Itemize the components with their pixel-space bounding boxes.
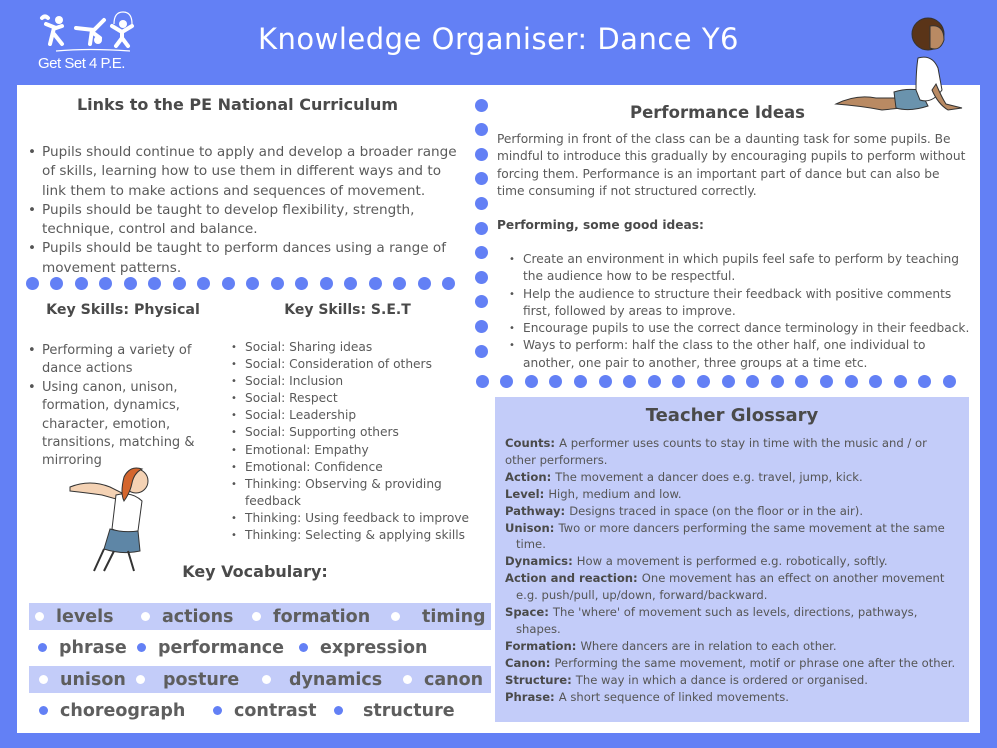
set-skill-item: • Social: Consideration of others bbox=[229, 356, 474, 373]
set-skill-item: • Thinking: Using feedback to improve bbox=[229, 510, 474, 527]
divider-dot bbox=[648, 375, 661, 388]
divider-dot bbox=[795, 375, 808, 388]
vocab-word: contrast bbox=[213, 701, 316, 721]
bullet-dot-icon bbox=[334, 706, 343, 715]
glossary-term: Level: bbox=[505, 486, 549, 501]
vocab-word: levels bbox=[35, 607, 114, 627]
divider-dot bbox=[475, 99, 488, 112]
glossary-entry bbox=[505, 672, 960, 689]
glossary-definition: High, medium and low. bbox=[548, 486, 682, 501]
divider-dot bbox=[475, 295, 488, 308]
physical-skills-heading: Key Skills: Physical bbox=[46, 302, 200, 318]
glossary-definition: How a movement is performed e.g. robotically, softly. bbox=[576, 554, 888, 569]
vocab-word: performance bbox=[137, 638, 284, 658]
glossary-term: Canon: bbox=[505, 655, 555, 670]
set-skill-item: • Social: Sharing ideas bbox=[229, 339, 474, 356]
divider-dot bbox=[344, 277, 357, 290]
glossary-entry bbox=[505, 638, 960, 655]
divider-dot bbox=[574, 375, 587, 388]
glossary-term: Action and reaction: bbox=[505, 571, 642, 586]
bullet-dot-icon bbox=[137, 643, 146, 652]
bullet-dot-icon bbox=[136, 675, 145, 684]
bullet-dot-icon bbox=[403, 675, 412, 684]
glossary-term: Formation: bbox=[505, 638, 581, 653]
glossary-entry bbox=[505, 486, 960, 503]
glossary-list bbox=[505, 435, 960, 706]
glossary-term: Unison: bbox=[505, 520, 559, 535]
divider-dot bbox=[271, 277, 284, 290]
vocab-word: phrase bbox=[38, 638, 127, 658]
bullet-dot-icon bbox=[39, 675, 48, 684]
glossary-entry bbox=[505, 689, 960, 706]
set-skill-item: • Thinking: Observing & providing feedback bbox=[229, 476, 474, 510]
divider-dot bbox=[475, 246, 488, 259]
divider-dot bbox=[475, 197, 488, 210]
divider-dot bbox=[623, 375, 636, 388]
glossary-definition: Where dancers are in relation to each other. bbox=[580, 638, 837, 653]
glossary-term: Action: bbox=[505, 469, 556, 484]
teacher-glossary bbox=[495, 397, 969, 722]
glossary-heading: Teacher Glossary bbox=[645, 405, 819, 426]
set-skill-item: • Social: Inclusion bbox=[229, 373, 474, 390]
curriculum-heading: Links to the PE National Curriculum bbox=[76, 95, 399, 114]
divider-dot bbox=[50, 277, 63, 290]
bullet-dot-icon bbox=[213, 706, 222, 715]
divider-dot bbox=[820, 375, 833, 388]
glossary-term: Pathway: bbox=[505, 503, 570, 518]
divider-dot bbox=[475, 345, 488, 358]
divider-dot bbox=[722, 375, 735, 388]
divider-dot bbox=[918, 375, 931, 388]
divider-dot bbox=[525, 375, 538, 388]
set-skills-list bbox=[229, 339, 474, 544]
divider-dot bbox=[173, 277, 186, 290]
set-skill-item: • Thinking: Selecting & applying skills bbox=[229, 527, 474, 544]
bullet-dot-icon bbox=[262, 675, 271, 684]
bullet-dot-icon bbox=[252, 612, 261, 621]
vocab-row bbox=[29, 603, 491, 630]
set-skill-item: • Emotional: Confidence bbox=[229, 459, 474, 476]
divider-dot bbox=[475, 172, 488, 185]
girl-stretching-illustration bbox=[832, 8, 972, 118]
divider-dot bbox=[124, 277, 137, 290]
divider-dot bbox=[222, 277, 235, 290]
page-title: Knowledge Organiser: Dance Y6 bbox=[258, 22, 739, 56]
divider-dot bbox=[500, 375, 513, 388]
glossary-term: Counts: bbox=[505, 436, 560, 450]
divider-dot bbox=[549, 375, 562, 388]
set-skill-item: • Social: Respect bbox=[229, 390, 474, 407]
divider-dot bbox=[476, 375, 489, 388]
glossary-entry bbox=[505, 520, 960, 554]
glossary-entry bbox=[505, 469, 960, 486]
glossary-entry bbox=[505, 553, 960, 570]
vocab-row bbox=[29, 666, 491, 693]
bullet-dot-icon bbox=[391, 612, 400, 621]
divider-dot bbox=[148, 277, 161, 290]
divider-dot bbox=[771, 375, 784, 388]
set-skills-heading: Key Skills: S.E.T bbox=[284, 302, 411, 318]
curriculum-item: • Pupils should be taught to develop flexibility, strength, technique, control and balance. bbox=[26, 201, 466, 240]
glossary-definition: The movement a dancer does e.g. travel, jump, kick. bbox=[555, 469, 863, 484]
divider-dot bbox=[369, 277, 382, 290]
curriculum-list bbox=[26, 143, 466, 278]
glossary-term: Space: bbox=[505, 605, 553, 620]
bullet-dot-icon bbox=[299, 643, 308, 652]
performance-intro: Performing in front of the class can be a daunting task for some pupils. Be mindful to introduce this gradually by encouraging pupils to perform without forcing them. Performance is an important part of dance but can also be time consuming if not structured correctly. bbox=[497, 132, 966, 198]
divider-dot bbox=[599, 375, 612, 388]
performance-idea-item: • Help the audience to structure their feedback with positive comments first, followed by areas to improve. bbox=[507, 286, 972, 321]
glossary-entry bbox=[505, 604, 960, 638]
divider-dot bbox=[393, 277, 406, 290]
glossary-term: Structure: bbox=[505, 672, 576, 687]
divider-dot bbox=[869, 375, 882, 388]
performance-idea-item: • Create an environment in which pupils feel safe to perform by teaching the audience how to be respectful. bbox=[507, 251, 972, 286]
performance-idea-item: • Encourage pupils to use the correct dance terminology in their feedback. bbox=[507, 320, 972, 337]
physical-skill-item: • Using canon, unison, formation, dynamics, character, emotion, transitions, matching & mirroring bbox=[26, 379, 206, 471]
vocab-word: dynamics bbox=[262, 670, 382, 690]
divider-dot bbox=[295, 277, 308, 290]
set-skill-item: • Social: Leadership bbox=[229, 407, 474, 424]
divider-dot bbox=[894, 375, 907, 388]
divider-dot bbox=[320, 277, 333, 290]
divider-dot bbox=[672, 375, 685, 388]
vocab-word: choreograph bbox=[39, 701, 185, 721]
glossary-definition: Designs traced in space (on the floor or in the air). bbox=[569, 503, 864, 518]
divider-dot bbox=[246, 277, 259, 290]
glossary-definition: A short sequence of linked movements. bbox=[558, 689, 789, 704]
vocab-word: formation bbox=[252, 607, 370, 627]
divider-dot bbox=[475, 222, 488, 235]
vocab-word: structure bbox=[334, 701, 455, 721]
divider-dot bbox=[26, 277, 39, 290]
divider-dot bbox=[442, 277, 455, 290]
set-skill-item: • Social: Supporting others bbox=[229, 424, 474, 441]
performance-heading: Performance Ideas bbox=[630, 103, 805, 122]
divider-dot bbox=[475, 148, 488, 161]
glossary-definition: Performing the same movement, motif or phrase one after the other. bbox=[554, 655, 956, 670]
divider-dot bbox=[845, 375, 858, 388]
physical-skills-list bbox=[26, 342, 206, 471]
vocab-word: canon bbox=[403, 670, 483, 690]
bullet-dot-icon bbox=[39, 706, 48, 715]
glossary-entry bbox=[505, 503, 960, 520]
divider-dot bbox=[418, 277, 431, 290]
bullet-dot-icon bbox=[141, 612, 150, 621]
divider-dot bbox=[697, 375, 710, 388]
girl-dancing-illustration bbox=[68, 465, 163, 573]
glossary-term: Phrase: bbox=[505, 689, 559, 704]
vocab-word: unison bbox=[39, 670, 126, 690]
vocab-word: expression bbox=[299, 638, 428, 658]
divider-dot bbox=[746, 375, 759, 388]
glossary-entry bbox=[505, 435, 960, 469]
curriculum-item: • Pupils should continue to apply and develop a broader range of skills, learning how to use them in different ways and to link them to make actions and sequences of movement. bbox=[26, 143, 466, 201]
divider-dot bbox=[475, 123, 488, 136]
performance-idea-item: • Ways to perform: half the class to the other half, one individual to another, one pair to another, three groups at a time etc. bbox=[507, 337, 972, 372]
glossary-entry bbox=[505, 655, 960, 672]
glossary-definition: Two or more dancers performing the same movement at the same time. bbox=[516, 520, 945, 552]
performance-subheading: Performing, some good ideas: bbox=[497, 218, 704, 232]
physical-skill-item: • Performing a variety of dance actions bbox=[26, 342, 206, 379]
performance-ideas-list bbox=[507, 251, 972, 372]
bullet-dot-icon bbox=[38, 643, 47, 652]
vocab-word: actions bbox=[141, 607, 233, 627]
vocabulary-heading: Key Vocabulary: bbox=[182, 562, 328, 581]
vocab-word: posture bbox=[136, 670, 239, 690]
divider-dot bbox=[475, 271, 488, 284]
vocab-row bbox=[29, 697, 491, 724]
divider-dot bbox=[99, 277, 112, 290]
logo-text: Get Set 4 P.E. bbox=[38, 55, 125, 72]
divider-dot bbox=[197, 277, 210, 290]
divider-dot bbox=[475, 320, 488, 333]
glossary-entry bbox=[505, 570, 960, 604]
set-skill-item: • Emotional: Empathy bbox=[229, 442, 474, 459]
glossary-term: Dynamics: bbox=[505, 554, 577, 569]
glossary-definition: One movement has an effect on another movement e.g. push/pull, up/down, forward/backward. bbox=[516, 571, 945, 603]
glossary-definition: The way in which a dance is ordered or organised. bbox=[575, 672, 868, 687]
divider-dot bbox=[75, 277, 88, 290]
glossary-definition: A performer uses counts to stay in time with the music and / or other performers. bbox=[505, 436, 927, 467]
curriculum-item: • Pupils should be taught to perform dances using a range of movement patterns. bbox=[26, 239, 466, 278]
vocab-row bbox=[29, 634, 491, 661]
glossary-definition: The 'where' of movement such as levels, directions, pathways, shapes. bbox=[516, 605, 918, 636]
bullet-dot-icon bbox=[35, 612, 44, 621]
vocab-word: timing bbox=[391, 607, 486, 627]
divider-dot bbox=[943, 375, 956, 388]
